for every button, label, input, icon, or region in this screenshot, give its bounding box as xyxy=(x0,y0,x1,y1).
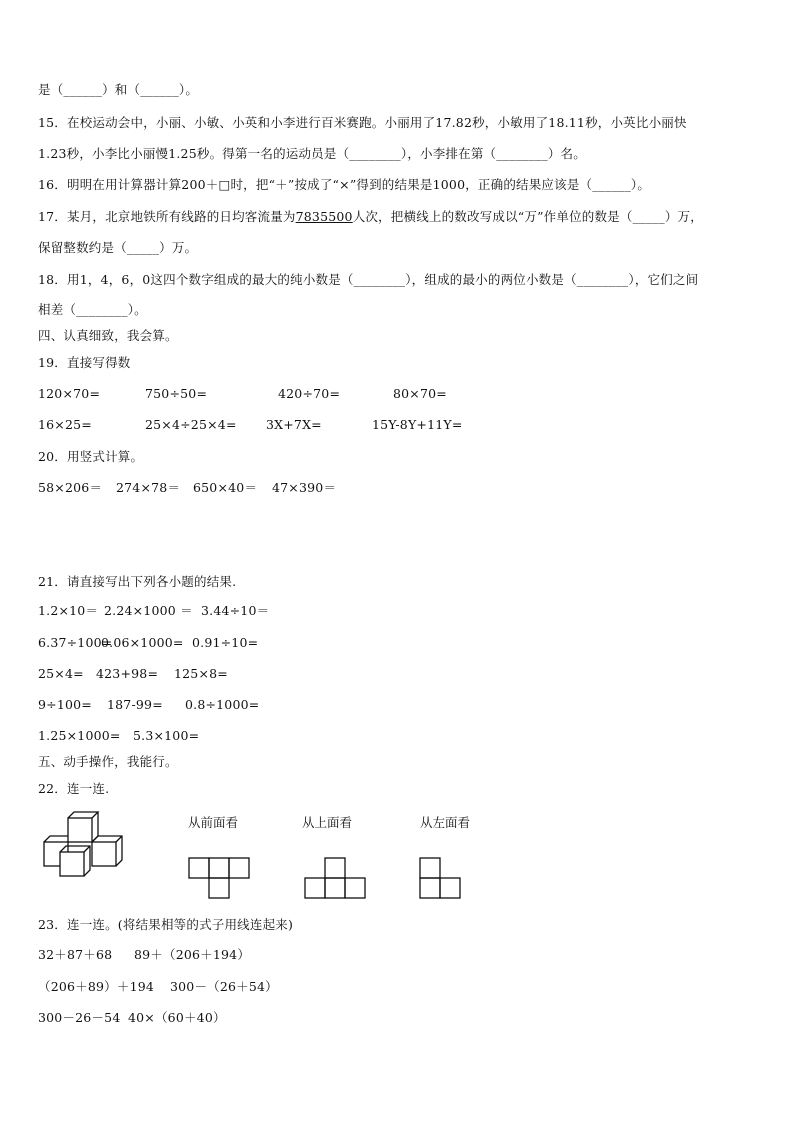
q21-cell: 423+98= xyxy=(96,666,159,681)
view-label-front: 从前面看 xyxy=(188,815,239,830)
section-5-heading: 五、动手操作，我能行。 xyxy=(38,754,178,769)
q23-expression: 32＋87＋68 xyxy=(38,947,113,962)
q19-cell: 25×4÷25×4= xyxy=(145,417,237,432)
q21-cell: 125×8= xyxy=(174,666,228,681)
q20-item: 650×40＝ xyxy=(193,480,258,495)
q19-cell: 120×70= xyxy=(38,386,101,401)
q19-cell: 750÷50= xyxy=(145,386,208,401)
q21-cell: 1.25×1000= xyxy=(38,728,121,743)
question-20-title: 20．用竖式计算。 xyxy=(38,449,144,464)
q19-cell: 16×25= xyxy=(38,417,92,432)
q21-cell: 5.3×100= xyxy=(133,728,200,743)
q23-expression: 89＋（206＋194） xyxy=(134,947,251,962)
question-15-line-1: 15．在校运动会中，小丽、小敏、小英和小李进行百米赛跑。小丽用了17.82秒，小敏用了18.11秒，小英比小丽快 xyxy=(38,115,687,130)
question-21-title: 21．请直接写出下列各小题的结果. xyxy=(38,574,237,589)
q21-cell: 6.37÷100= xyxy=(38,635,113,650)
underlined-number: 7835500 xyxy=(295,209,353,224)
q19-cell: 15Y-8Y+11Y= xyxy=(372,417,463,432)
q19-cell: 420÷70= xyxy=(278,386,341,401)
q19-cell: 80×70= xyxy=(393,386,447,401)
continuation-line: 是（______）和（______）。 xyxy=(38,82,199,97)
view-shape-t xyxy=(189,858,249,900)
view-label-left: 从左面看 xyxy=(420,815,471,830)
section-4-heading: 四、认真细致，我会算。 xyxy=(38,328,178,343)
question-17-suffix: 人次，把横线上的数改写成以“万”作单位的数是（_____）万， xyxy=(352,209,703,224)
question-15-line-2: 1.23秒，小李比小丽慢1.25秒。得第一名的运动员是（________），小李排在第（________）名。 xyxy=(38,146,586,161)
cube-stack-figure xyxy=(44,812,134,882)
question-18-line-2: 相差（________）。 xyxy=(38,302,147,317)
view-label-top: 从上面看 xyxy=(302,815,353,830)
q20-item: 47×390＝ xyxy=(272,480,337,495)
q23-expression: 300－26－54 xyxy=(38,1010,121,1025)
q21-cell: 187-99= xyxy=(107,697,163,712)
q21-cell: 0.8÷1000= xyxy=(185,697,260,712)
question-16: 16．明明在用计算器计算200＋□时，把“＋”按成了“×”得到的结果是1000，正确的结果应该是（______）。 xyxy=(38,177,651,192)
question-23-title: 23．连一连。(将结果相等的式子用线连起来) xyxy=(38,917,294,932)
q21-cell: 1.2×10＝ xyxy=(38,603,99,618)
question-17-line-2: 保留整数约是（_____）万。 xyxy=(38,240,198,255)
q23-expression: 300－（26＋54） xyxy=(170,979,278,994)
question-17-line-1 xyxy=(38,209,703,225)
question-17-prefix: 17．某月，北京地铁所有线路的日均客流量为 xyxy=(38,209,296,224)
q23-expression: 40×（60＋40） xyxy=(128,1010,226,1025)
q20-item: 58×206＝ xyxy=(38,480,103,495)
q20-item: 274×78＝ xyxy=(116,480,181,495)
q21-cell: 2.24×1000 ＝ xyxy=(104,603,193,618)
question-18-line-1: 18．用1，4，6，0这四个数字组成的最大的纯小数是（________），组成的最小的两位小数是（________），它们之间 xyxy=(38,272,699,287)
question-19-title: 19．直接写得数 xyxy=(38,355,131,370)
q23-expression: （206＋89）＋194 xyxy=(38,979,155,994)
question-22-title: 22．连一连. xyxy=(38,781,110,796)
view-shape-l xyxy=(420,858,462,900)
q21-cell: 25×4= xyxy=(38,666,84,681)
q19-cell: 3X+7X= xyxy=(266,417,322,432)
q21-cell: 0.06×1000= xyxy=(101,635,184,650)
view-shape-inverted-t xyxy=(305,858,365,900)
q21-cell: 9÷100= xyxy=(38,697,92,712)
q21-cell: 0.91÷10= xyxy=(192,635,259,650)
q21-cell: 3.44÷10＝ xyxy=(201,603,270,618)
